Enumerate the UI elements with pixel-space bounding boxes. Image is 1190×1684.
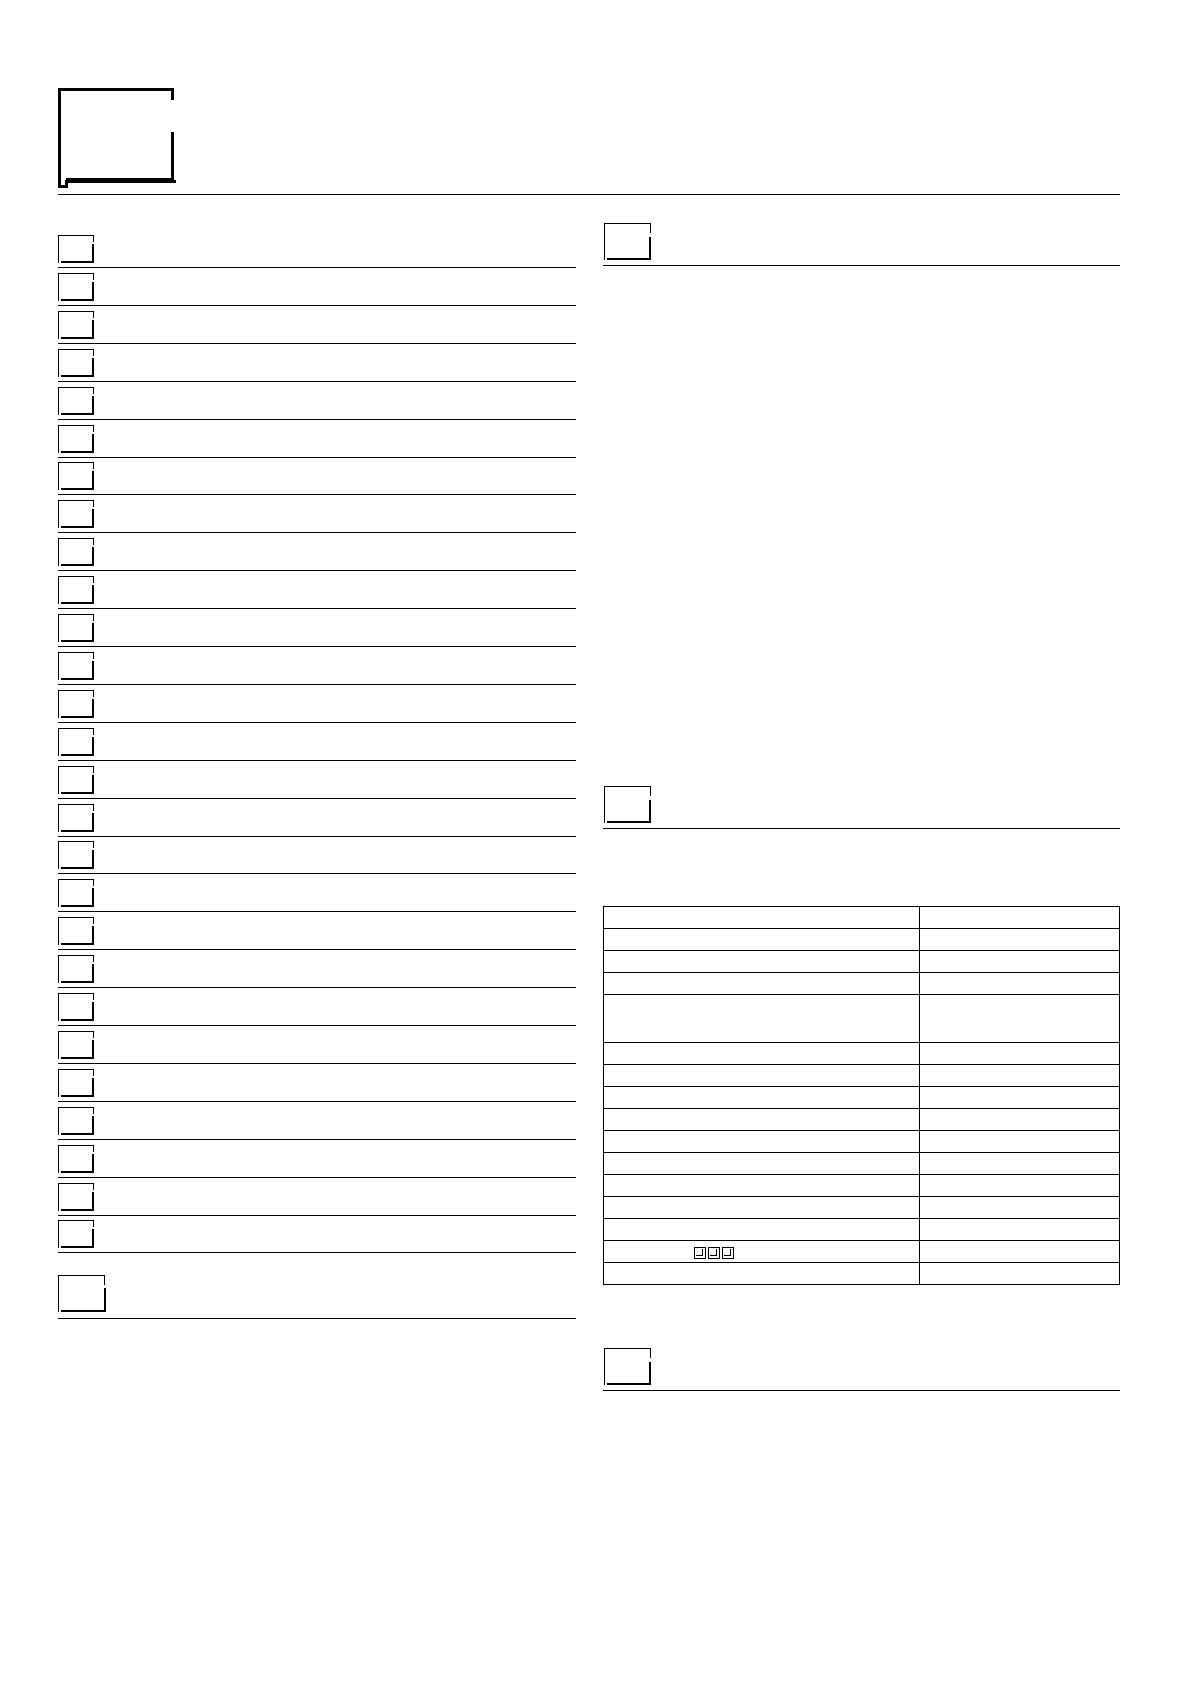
list-item-icon (58, 425, 94, 453)
list-item-icon-right-edge (92, 282, 94, 301)
list-item-rule (58, 267, 576, 268)
table-row (604, 1219, 1120, 1241)
header-rule (58, 194, 1120, 195)
list-item-rule (58, 1252, 576, 1253)
list-item-icon-right-edge (92, 1116, 94, 1135)
table-cell-label (604, 929, 920, 951)
list-item-icon (58, 500, 94, 528)
list-item-rule (58, 949, 576, 950)
list-item-icon (58, 1145, 94, 1173)
table-row (604, 1153, 1120, 1175)
list-item-icon-right-edge (92, 509, 94, 528)
list-item-icon (58, 690, 94, 718)
list-item-icon (58, 1220, 94, 1248)
spec-table (603, 906, 1120, 1285)
right-section-3-icon-right-edge (649, 1362, 651, 1385)
cube-icon (694, 1247, 706, 1259)
list-item-icon-right-edge (92, 737, 94, 756)
table-row (604, 1043, 1120, 1065)
table-cell-label (604, 995, 920, 1043)
list-item-icon (58, 652, 94, 680)
right-section-2-icon (604, 786, 651, 823)
table-cell-value (920, 1153, 1120, 1175)
list-item-icon-right-edge (92, 850, 94, 869)
list-item-rule (58, 760, 576, 761)
list-item-icon-right-edge (92, 1154, 94, 1173)
list-item-icon (58, 614, 94, 642)
table-cell-value (920, 1043, 1120, 1065)
table-cell-value (920, 1197, 1120, 1219)
table-cell-value (920, 1241, 1120, 1263)
list-item-icon (58, 387, 94, 415)
list-item-rule (58, 1139, 576, 1140)
list-item-rule (58, 911, 576, 912)
table-cell-value (920, 1219, 1120, 1241)
table-cell-label (604, 1263, 920, 1285)
left-footer-rule (58, 1318, 576, 1319)
list-item-rule (58, 494, 576, 495)
list-item-rule (58, 646, 576, 647)
list-item-rule (58, 987, 576, 988)
header-logo-icon-bottom-edge (66, 178, 174, 181)
table-cell-value (920, 929, 1120, 951)
list-item-rule (58, 722, 576, 723)
table-row (604, 1175, 1120, 1197)
list-item-icon (58, 1183, 94, 1211)
list-item-icon-right-edge (92, 320, 94, 339)
left-footer-section-icon (58, 1275, 105, 1312)
list-item-icon (58, 728, 94, 756)
table-row (604, 907, 1120, 929)
list-item-icon-right-edge (92, 1002, 94, 1021)
list-item-rule (58, 457, 576, 458)
list-item-icon-right-edge (92, 1192, 94, 1211)
right-section-1-icon (604, 223, 651, 260)
list-item-rule (58, 873, 576, 874)
list-item-icon-right-edge (92, 358, 94, 377)
list-item-icon-right-edge (92, 964, 94, 983)
list-item-rule (58, 1063, 576, 1064)
list-item-icon-right-edge (92, 775, 94, 794)
table-cell-value (920, 1131, 1120, 1153)
table-row (604, 951, 1120, 973)
list-item-icon (58, 1031, 94, 1059)
table-cell-label (604, 1065, 920, 1087)
right-section-1-icon-right-edge (649, 237, 651, 260)
list-item-icon (58, 273, 94, 301)
table-row (604, 1087, 1120, 1109)
table-row (604, 1065, 1120, 1087)
cube-icon (708, 1247, 720, 1259)
list-item-icon (58, 841, 94, 869)
table-cell-label (604, 1241, 920, 1263)
table-cell-label (604, 1197, 920, 1219)
table-cell-value (920, 1263, 1120, 1285)
list-item-rule (58, 343, 576, 344)
table-row (604, 1197, 1120, 1219)
list-item-icon-right-edge (92, 396, 94, 415)
table-cell-value (920, 1065, 1120, 1087)
list-item-icon (58, 766, 94, 794)
list-item-icon-right-edge (92, 434, 94, 453)
list-item-rule (58, 608, 576, 609)
table-cell-label (604, 1109, 920, 1131)
list-item-icon (58, 538, 94, 566)
list-item-icon (58, 993, 94, 1021)
table-cell-label (604, 1175, 920, 1197)
list-item-rule (58, 1177, 576, 1178)
list-item-rule (58, 684, 576, 685)
list-item-icon-right-edge (92, 926, 94, 945)
table-cell-label (604, 951, 920, 973)
table-cell-value (920, 973, 1120, 995)
table-row (604, 929, 1120, 951)
right-section-3-rule (603, 1390, 1120, 1391)
right-section-2-icon-right-edge (649, 800, 651, 823)
table-cell-value (920, 1175, 1120, 1197)
list-item-rule (58, 532, 576, 533)
list-item-icon-right-edge (92, 244, 94, 263)
list-item-icon (58, 917, 94, 945)
list-item-icon-right-edge (92, 1040, 94, 1059)
table-row (604, 973, 1120, 995)
list-item-rule (58, 1101, 576, 1102)
list-item-icon (58, 311, 94, 339)
list-item-rule (58, 1025, 576, 1026)
left-footer-right-edge (104, 1288, 106, 1312)
list-item-icon-right-edge (92, 623, 94, 642)
table-row (604, 1109, 1120, 1131)
list-item-icon (58, 1107, 94, 1135)
right-section-1-rule (603, 265, 1120, 266)
list-item-rule (58, 1215, 576, 1216)
table-row (604, 1263, 1120, 1285)
list-item-icon-right-edge (92, 1229, 94, 1248)
table-cell-value (920, 995, 1120, 1043)
list-item-icon (58, 576, 94, 604)
table-cell-label (604, 1043, 920, 1065)
list-item-icon-right-edge (92, 888, 94, 907)
list-item-rule (58, 798, 576, 799)
list-item-icon-right-edge (92, 585, 94, 604)
right-section-3-icon (604, 1348, 651, 1385)
table-cell-label (604, 1087, 920, 1109)
list-item-icon-right-edge (92, 1078, 94, 1097)
list-item-icon-right-edge (92, 471, 94, 490)
table-cell-value (920, 1109, 1120, 1131)
list-item-icon-right-edge (92, 699, 94, 718)
header-logo-icon (58, 88, 176, 188)
table-cell-value (920, 951, 1120, 973)
list-item-icon-right-edge (92, 547, 94, 566)
list-item-icon (58, 349, 94, 377)
list-item-rule (58, 305, 576, 306)
list-item-icon (58, 462, 94, 490)
table-cell-value (920, 1087, 1120, 1109)
list-item-rule (58, 836, 576, 837)
list-item-rule (58, 419, 576, 420)
list-item-rule (58, 570, 576, 571)
list-item-icon (58, 1069, 94, 1097)
list-item-icon (58, 879, 94, 907)
table-cell-label (604, 907, 920, 929)
table-row (604, 995, 1120, 1043)
list-item-icon-right-edge (92, 813, 94, 832)
list-item-rule (58, 381, 576, 382)
table-row (604, 1131, 1120, 1153)
table-cell-value (920, 907, 1120, 929)
table-cell-label (604, 973, 920, 995)
table-cell-label (604, 1219, 920, 1241)
table-cell-label (604, 1131, 920, 1153)
right-section-2-rule (603, 828, 1120, 829)
cube-icon (722, 1247, 734, 1259)
list-item-icon-right-edge (92, 661, 94, 680)
table-cell-label (604, 1153, 920, 1175)
list-item-icon (58, 235, 94, 263)
header-logo-icon-right-edge (171, 132, 174, 181)
list-item-icon (58, 804, 94, 832)
list-item-icon (58, 955, 94, 983)
table-row (604, 1241, 1120, 1263)
